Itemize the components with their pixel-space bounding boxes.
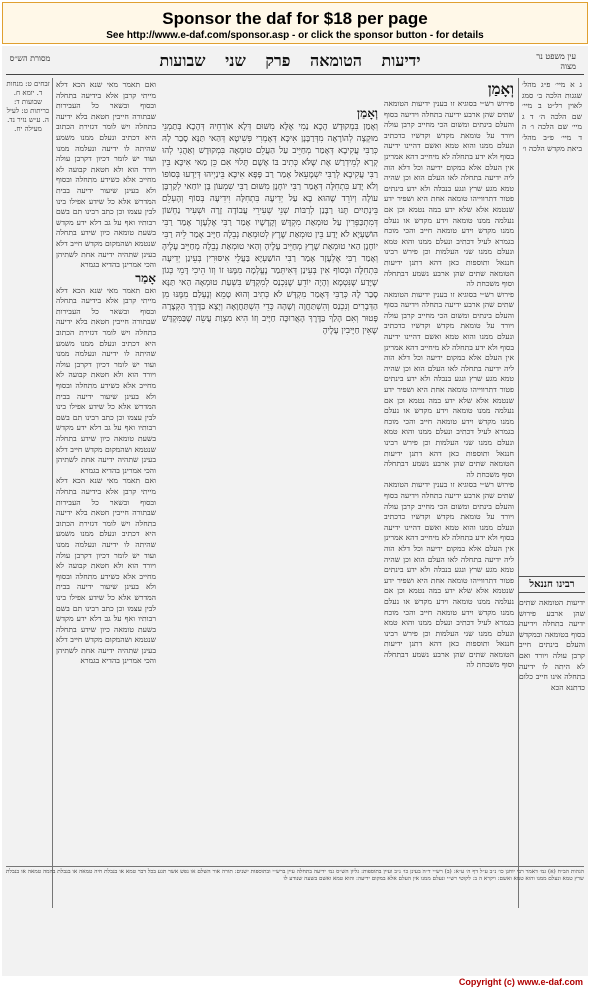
sponsor-subtitle[interactable]: See http://www.e-daf.com/sponsor.asp - or click the sponsor button - for details [106,30,484,41]
tosafot-column [56,80,156,906]
rashi-text-cont2: פירוש רש״י בסוגיא זו בענין ידיעות הטומאה שתים שהן ארבע ידיעה בתחלה וידיעה בסוף והעלם בינתים ומשום הכי מחייב קרבן עולה ויורד על טומאת מקדש וקדשיו כדכתיב ונעלם ממנו והוא טמא ואשם דהיינו ידיעה בסוף ולא ידע בתחלה לא מיחייב דהא אמרינן אין העלם אלא במקום ידיעה וכל דלא הוה ליה ידיעה בתחלה לאו העלם הוא וכן שהיה טמא מגע שרץ ונגע בנבלה ולא ידע בינתים פטור דתרווייהו טומאה אחת היא ושפיר ידע שנטמא אלא שלא ידע במה נטמא וכן אם נעלמה ממנו טומאה וידע מקדש או נעלם ממנו מקדש וידע טומאה חייב והכי מוכח בגמרא לעיל דכתיב ונעלם ממנו והוא טמא ונעלם ממנו שני העלמות וכן פירש רבינו חננאל ותוספות כאן דהא דתנן ידיעות הטומאה שתים שהן ארבע נשמע דבתחלה וסוף משכחת לה [384,480,514,670]
rashi-opening-word: וְאָמַן [487,80,514,98]
tosafot-text-cont: ואם תאמר מאי שנא הכא דלא מייתי קרבן אלא בידיעה בתחלה ובסוף ובשאר כל העבירות שבתורה חייבין חטאת בלא ידיעה בתחלה ויש לומר דגזירת הכתוב היא דכתיב ונעלם ממנו משמע שהיתה לו ידיעה ונעלמה ממנו ועוד יש לומר דכיון דקרבן עולה ויורד הוא ולא חטאת קבועה לא מחייב אלא כשידע מתחלה ובסוף ולא בעינן שיעור ידיעה בבית המדרש אלא כל שידע אפילו בינו לבין עצמו וכן כתב רבינו תם בשם רבותיו ואף על גב דלא ידע מקדש בשעת טומאה כיון שידע בתחלה שנטמא ושהמקום מקדש חייב דלא בעינן שתהיה ידיעה אחת לשתיהן והכי אמרינן בהדיא בגמרא [56,285,156,475]
masoret-hashas-column [6,80,50,906]
talmud-page [2,46,588,976]
tosafot-text: ואם תאמר מאי שנא הכא דלא מייתי קרבן אלא בידיעה בתחלה ובסוף ובשאר כל העבירות שבתורה חייבין חטאת בלא ידיעה בתחלה ויש לומר דגזירת הכתוב היא דכתיב ונעלם ממנו משמע שהיתה לו ידיעה ונעלמה ממנו ועוד יש לומר דכיון דקרבן עולה ויורד הוא ולא חטאת קבועה לא מחייב אלא כשידע מתחלה ובסוף ולא בעינן שיעור ידיעה בבית המדרש אלא כל שידע אפילו בינו לבין עצמו וכן כתב רבינו תם בשם רבותיו ואף על גב דלא ידע מקדש בשעת טומאה כיון שידע בתחלה שנטמא ושהמקום מקדש חייב דלא בעינן שתהיה ידיעה אחת לשתיהן והכי אמרינן בהדיא בגמרא [56,80,156,270]
sponsor-banner[interactable] [2,2,588,44]
page-title: ידיעות הטומאה פרק שני שבועות [159,51,421,70]
bottom-notes: הגהות הב״ח (א) גמ׳ דאמר רבי יוחנן כו׳ נ״ב ע״ל דף ה׳ ע״א: (ב) רש״י ד״ה בעינן כו׳ נ״ב ועיין בתוספות: גליון הש״ס גמ׳ ידיעה בתחלה עיין ברש״י ובתוספות ישנים: תורה אור השלם או נפש אשר תגע בכל דבר טמא או בנבלת חיה טמאה או בנבלת בהמה טמאה או בנבלת שרץ טמא ונעלם ממנו והוא טמא ואשם: ויקרא ה ב: לקוטי רש״י ונעלם ממנו אין העלם אלא במקום ידיעה: והוא טמא ואשם בשעה שנודע לו [6,866,584,929]
rabbeinu-chananel-column [519,598,585,906]
ein-mishpat-text: ג א מיי׳ פ״ג מהל׳ שגגות הלכה ב׳ סמג לאוין רל״ט ב מיי׳ שם הלכה ה׳ ד ג מיי׳ שם הלכה ו׳ ה ד מיי׳ פ״ב מהל׳ ביאת מקדש הלכה ו׳ [522,80,582,153]
copyright-notice[interactable]: Copyright (c) www.e-daf.com [458,977,583,987]
rashi-column [384,80,514,906]
ein-mishpat-label: עין משפט נר מצוה [536,52,576,71]
rashi-text: פירוש רש״י בסוגיא זו בענין ידיעות הטומאה שתים שהן ארבע ידיעה בתחלה וידיעה בסוף והעלם בינתים ומשום הכי מחייב קרבן עולה ויורד על טומאת מקדש וקדשיו כדכתיב ונעלם ממנו והוא טמא ואשם דהיינו ידיעה בסוף ולא ידע בתחלה לא מיחייב דהא אמרינן אין העלם אלא במקום ידיעה וכל דלא הוה ליה ידיעה בתחלה לאו העלם הוא וכן שהיה טמא מגע שרץ ונגע בנבלה ולא ידע בינתים פטור דתרווייהו טומאה אחת היא ושפיר ידע שנטמא אלא שלא ידע במה נטמא וכן אם נעלמה ממנו טומאה וידע מקדש או נעלם ממנו מקדש וידע טומאה חייב והכי מוכח בגמרא לעיל דכתיב ונעלם ממנו והוא טמא ונעלם ממנו שני העלמות וכן פירש רבינו חננאל ותוספות כאן דהא דתנן ידיעות הטומאה שתים שהן ארבע נשמע דבתחלה וסוף משכחת לה [384,99,514,289]
header-divider [6,74,584,75]
gemara-column [162,106,378,906]
rabbeinu-chananel-title: רבינו חננאל [519,576,585,593]
masoret-hashas-label: מסורת הש״ס [9,54,51,63]
gemara-opening-word: וְאָמַן [357,106,378,120]
masoret-hashas-text: זבחים ט: מנחות ד. יומא ח. שבועות ד: כריתות ט: לעיל ה. ע״ש נזיר נד. מעילה יח. [6,80,50,133]
ein-mishpat-column [522,80,582,600]
sponsor-title[interactable]: Sponsor the daf for $18 per page [162,9,428,28]
column-divider-left [52,78,53,908]
rashi-text-cont: פירוש רש״י בסוגיא זו בענין ידיעות הטומאה שתים שהן ארבע ידיעה בתחלה וידיעה בסוף והעלם בינתים ומשום הכי מחייב קרבן עולה ויורד על טומאת מקדש וקדשיו כדכתיב ונעלם ממנו והוא טמא ואשם דהיינו ידיעה בסוף ולא ידע בתחלה לא מיחייב דהא אמרינן אין העלם אלא במקום ידיעה וכל דלא הוה ליה ידיעה בתחלה לאו העלם הוא וכן שהיה טמא מגע שרץ ונגע בנבלה ולא ידע בינתים פטור דתרווייהו טומאה אחת היא ושפיר ידע שנטמא אלא שלא ידע במה נטמא וכן אם נעלמה ממנו טומאה וידע מקדש או נעלם ממנו מקדש וידע טומאה חייב והכי מוכח בגמרא לעיל דכתיב ונעלם ממנו והוא טמא ונעלם ממנו שני העלמות וכן פירש רבינו חננאל ותוספות כאן דהא דתנן ידיעות הטומאה שתים שהן ארבע נשמע דבתחלה וסוף משכחת לה [384,289,514,479]
tosafot-text-cont2: ואם תאמר מאי שנא הכא דלא מייתי קרבן אלא בידיעה בתחלה ובסוף ובשאר כל העבירות שבתורה חייבין חטאת בלא ידיעה בתחלה ויש לומר דגזירת הכתוב היא דכתיב ונעלם ממנו משמע שהיתה לו ידיעה ונעלמה ממנו ועוד יש לומר דכיון דקרבן עולה ויורד הוא ולא חטאת קבועה לא מחייב אלא כשידע מתחלה ובסוף ולא בעינן שיעור ידיעה בבית המדרש אלא כל שידע אפילו בינו לבין עצמו וכן כתב רבינו תם בשם רבותיו ואף על גב דלא ידע מקדש בשעת טומאה כיון שידע בתחלה שנטמא ושהמקום מקדש חייב דלא בעינן שתהיה ידיעה אחת לשתיהן והכי אמרינן בהדיא בגמרא [56,476,156,666]
rabbeinu-chananel-text: ידיעות הטומאה שתים שהן ארבע פירוש ידיעה בתחלה וידיעה בסוף בטומאה ובמקדש והעלם בינתים חייב קרבן עולה ויורד ואם לא היתה לו ידיעה בתחלה אינו חייב כלום כדתנא הכא [519,598,585,692]
tosafot-opening-word: אָמַר [135,270,156,285]
gemara-text: וְאָמַן בִּמְקוּדָשׁ הָכָא נַמִי אֶלָּא מִשּׁוּם דְּלָא אוֹרְחֵיהּ דְּהָכָא בְּתַמְנֵי מוּקְצֶה לְהוֹרָאָה מִדְּרַבָּנָן אִיכָּא דְּאָמְרִי פְּשִׁיטָא דְּהַאי תַּנָּא סָבַר לָהּ כְּרַבִּי עֲקִיבָא דְּאָמַר מְחַיֵּיב עַל הַעֲלֵם טוּמְאָה בִּמְקוּדָשׁ וְאַהֲנִי לְהוּ קְרָא לְמֵידְרַשׁ אֶת שֶׁלֹּא כְּתִיב בּוֹ אָשָׁם תָּלוּי אִם כֵּן מַאי אִיכָּא בֵּין רַבִּי עֲקִיבָא לְרַבִּי יִשְׁמָעֵאל אָמַר רַב פָּפָּא אִיכָּא בֵּינַיְיהוּ דְּיַדְעוּ בְּסוֹפוֹ וְלֹא יָדַע בִּתְחִלָּה דְּאָמַר רַבִּי יוֹחָנָן מִשּׁוּם רַבִּי שִׁמְעוֹן בֶּן יוֹחַאי לְקַרְבָּן עוֹלֶה וְיוֹרֵד שֶׁהוּא בָּא עַל יְדִיעָה בִּתְחִלָּה וִידִיעָה בְּסוֹף וְהֶעְלֵם בֵּינְתַיִים תָּנוּ רַבָּנַן לְרַבּוֹת שְׁנֵי שְׁעִירֵי עֲבוֹדָה זָרָה וּשְׁעִיר נַחְשׁוֹן דְּמִתְכַּפְּרִין עַל טוּמְאַת מִקְדָּשׁ וְקָדָשָׁיו אָמַר רַבִּי אֶלְעָזָר אָמַר רַבִּי הוֹשַׁעְיָא לֹא יָדַע בֵּין טוּמְאַת שֶׁרֶץ לְטוּמְאַת נְבֵלָה חַיָּיב אָמַר לֵיהּ רַבִּי יוֹחָנָן הַאי טוּמְאַת שֶׁרֶץ מְחַיֵּיב עָלֶיהָ וְהַאי טוּמְאַת נְבֵלָה מְחַיֵּיב עָלֶיהָ וְאָמַר רַבִּי אֶלְעָזָר אָמַר רַבִּי הוֹשַׁעְיָא בַּעֲלֵי אִיסּוּרִין בְּעֵינַן יְדִיעָה בִּתְחִלָּה וּבְסוֹף אִין בְּעֵינַן דְּאִיתְּמַר נֶעֱלְמָה מִמֶּנּוּ זוֹ וְזוֹ הֵיכִי דָּמֵי כְּגוֹן שֶׁיָּדַע שֶׁנִּטְמָא וְהָיָה יוֹדֵעַ שֶׁנִּכְנַס לְמִקְדָּשׁ בִּשְׁעַת טוּמְאָה הַאי תַּנָּא סָבַר לָהּ כְּרַבִּי דְּאָמַר מִקְדָּשׁ לֹא כְּתִיב וְהוּא טָמֵא וְנֶעְלַם מִמֶּנּוּ מִן הַדְּבָרִים וְנִכְנַס וְהִשְׁתַּחֲוָה וְשָׁהָה כְּדֵי הִשְׁתַּחֲוָאָה וְיָצָא בַּדֶּרֶךְ הַקְּצָרָה פָּטוּר וְאִם הָלַךְ בַּדֶּרֶךְ הָאֲרוּכָּה חַיָּיב וְזוֹ הִיא מִצְוַת עֲשֵׂה שֶׁבַּמִּקְדָּשׁ שֶׁאֵין חַיָּיבִין עָלֶיהָ [162,122,378,336]
